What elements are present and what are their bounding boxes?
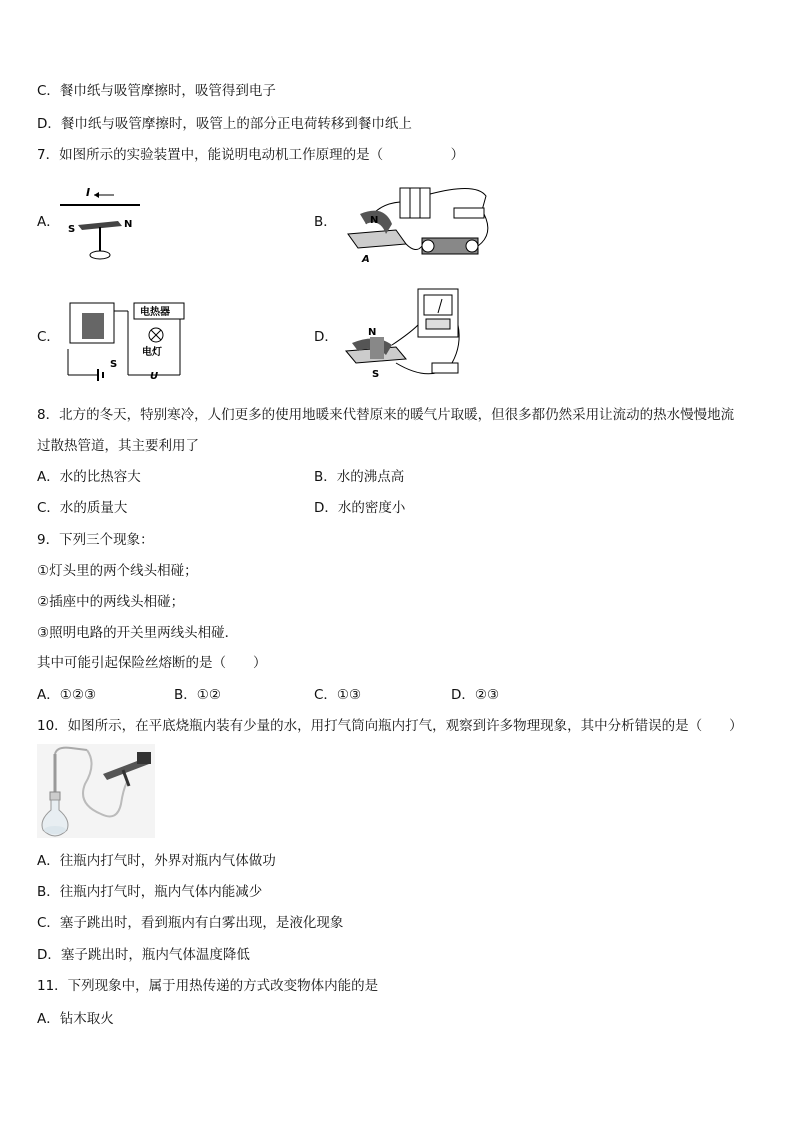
q7-label-c: C．	[37, 329, 60, 345]
q10-option-b: B．往瓶内打气时，瓶内气体内能减少	[37, 884, 263, 900]
q8-stem-line1: 8．北方的冬天，特别寒冷，人们更多的使用地暖来代替原来的暖气片取暖，但很多都仍然采用让流动的热水慢慢地流	[37, 407, 735, 423]
q7-figure-a	[58, 183, 148, 265]
q10-option-c: C．塞子跳出时，看到瓶内有白雾出现，是液化现象	[37, 915, 344, 931]
q8-option-c: C．水的质量大	[37, 500, 128, 516]
q7-fig-a-current: I	[86, 186, 91, 199]
q10-stem: 10．如图所示，在平底烧瓶内装有少量的水，用打气筒向瓶内打气，观察到许多物理现象，其中分析错误的是（ ）	[37, 718, 743, 734]
q8-option-d: D．水的密度小	[314, 500, 406, 516]
q7-stem: 7．如图所示的实验装置中，能说明电动机工作原理的是（ ）	[37, 147, 465, 163]
q11-stem: 11．下列现象中，属于用热传递的方式改变物体内能的是	[37, 978, 379, 994]
q7-fig-a-south: S	[68, 224, 76, 235]
q7-figure-b	[336, 174, 496, 270]
q7-label-a: A．	[37, 214, 60, 230]
q7-figure-d	[336, 285, 466, 383]
q8-option-b: B．水的沸点高	[314, 469, 405, 485]
q10-figure-flask-pump	[37, 744, 155, 838]
q9-option-b: B．①②	[174, 687, 221, 703]
q9-item-1: ①灯头里的两个线头相碰；	[37, 563, 198, 579]
q7-fig-c-voltage: U	[150, 371, 159, 382]
q10-option-a: A．往瓶内打气时，外界对瓶内气体做功	[37, 853, 276, 869]
q7-fig-a-north: N	[124, 219, 133, 230]
q9-option-c: C．①③	[314, 687, 362, 703]
q7-label-b: B．	[314, 214, 337, 230]
q9-item-3: ③照明电路的开关里两线头相碰．	[37, 625, 239, 641]
q6-option-c: C．餐巾纸与吸管摩擦时，吸管得到电子	[37, 83, 276, 99]
q9-stem: 9．下列三个现象：	[37, 532, 154, 548]
q7-fig-b-a: A	[362, 254, 370, 265]
q10-option-d: D．塞子跳出时，瓶内气体温度降低	[37, 947, 250, 963]
q11-option-a: A．钻木取火	[37, 1011, 114, 1027]
q9-option-d: D．②③	[451, 687, 500, 703]
q7-fig-c-switch: S	[110, 359, 118, 370]
q7-fig-b-north: N	[370, 215, 379, 226]
q9-item-2: ②插座中的两线头相碰；	[37, 594, 185, 610]
q6-option-d: D．餐巾纸与吸管摩擦时，吸管上的部分正电荷转移到餐巾纸上	[37, 116, 412, 132]
q7-fig-c-lamp: 电灯	[142, 347, 162, 358]
q8-option-a: A．水的比热容大	[37, 469, 141, 485]
q9-option-a: A．①②③	[37, 687, 97, 703]
q7-fig-d-south: S	[372, 369, 380, 380]
q8-stem-line2: 过散热管道，其主要利用了	[37, 438, 199, 454]
q7-fig-c-heater: 电热器	[140, 307, 170, 318]
q9-question: 其中可能引起保险丝熔断的是（ ）	[37, 655, 267, 671]
q7-figure-c	[58, 293, 188, 383]
q7-fig-d-north: N	[368, 327, 377, 338]
q7-label-d: D．	[314, 329, 338, 345]
